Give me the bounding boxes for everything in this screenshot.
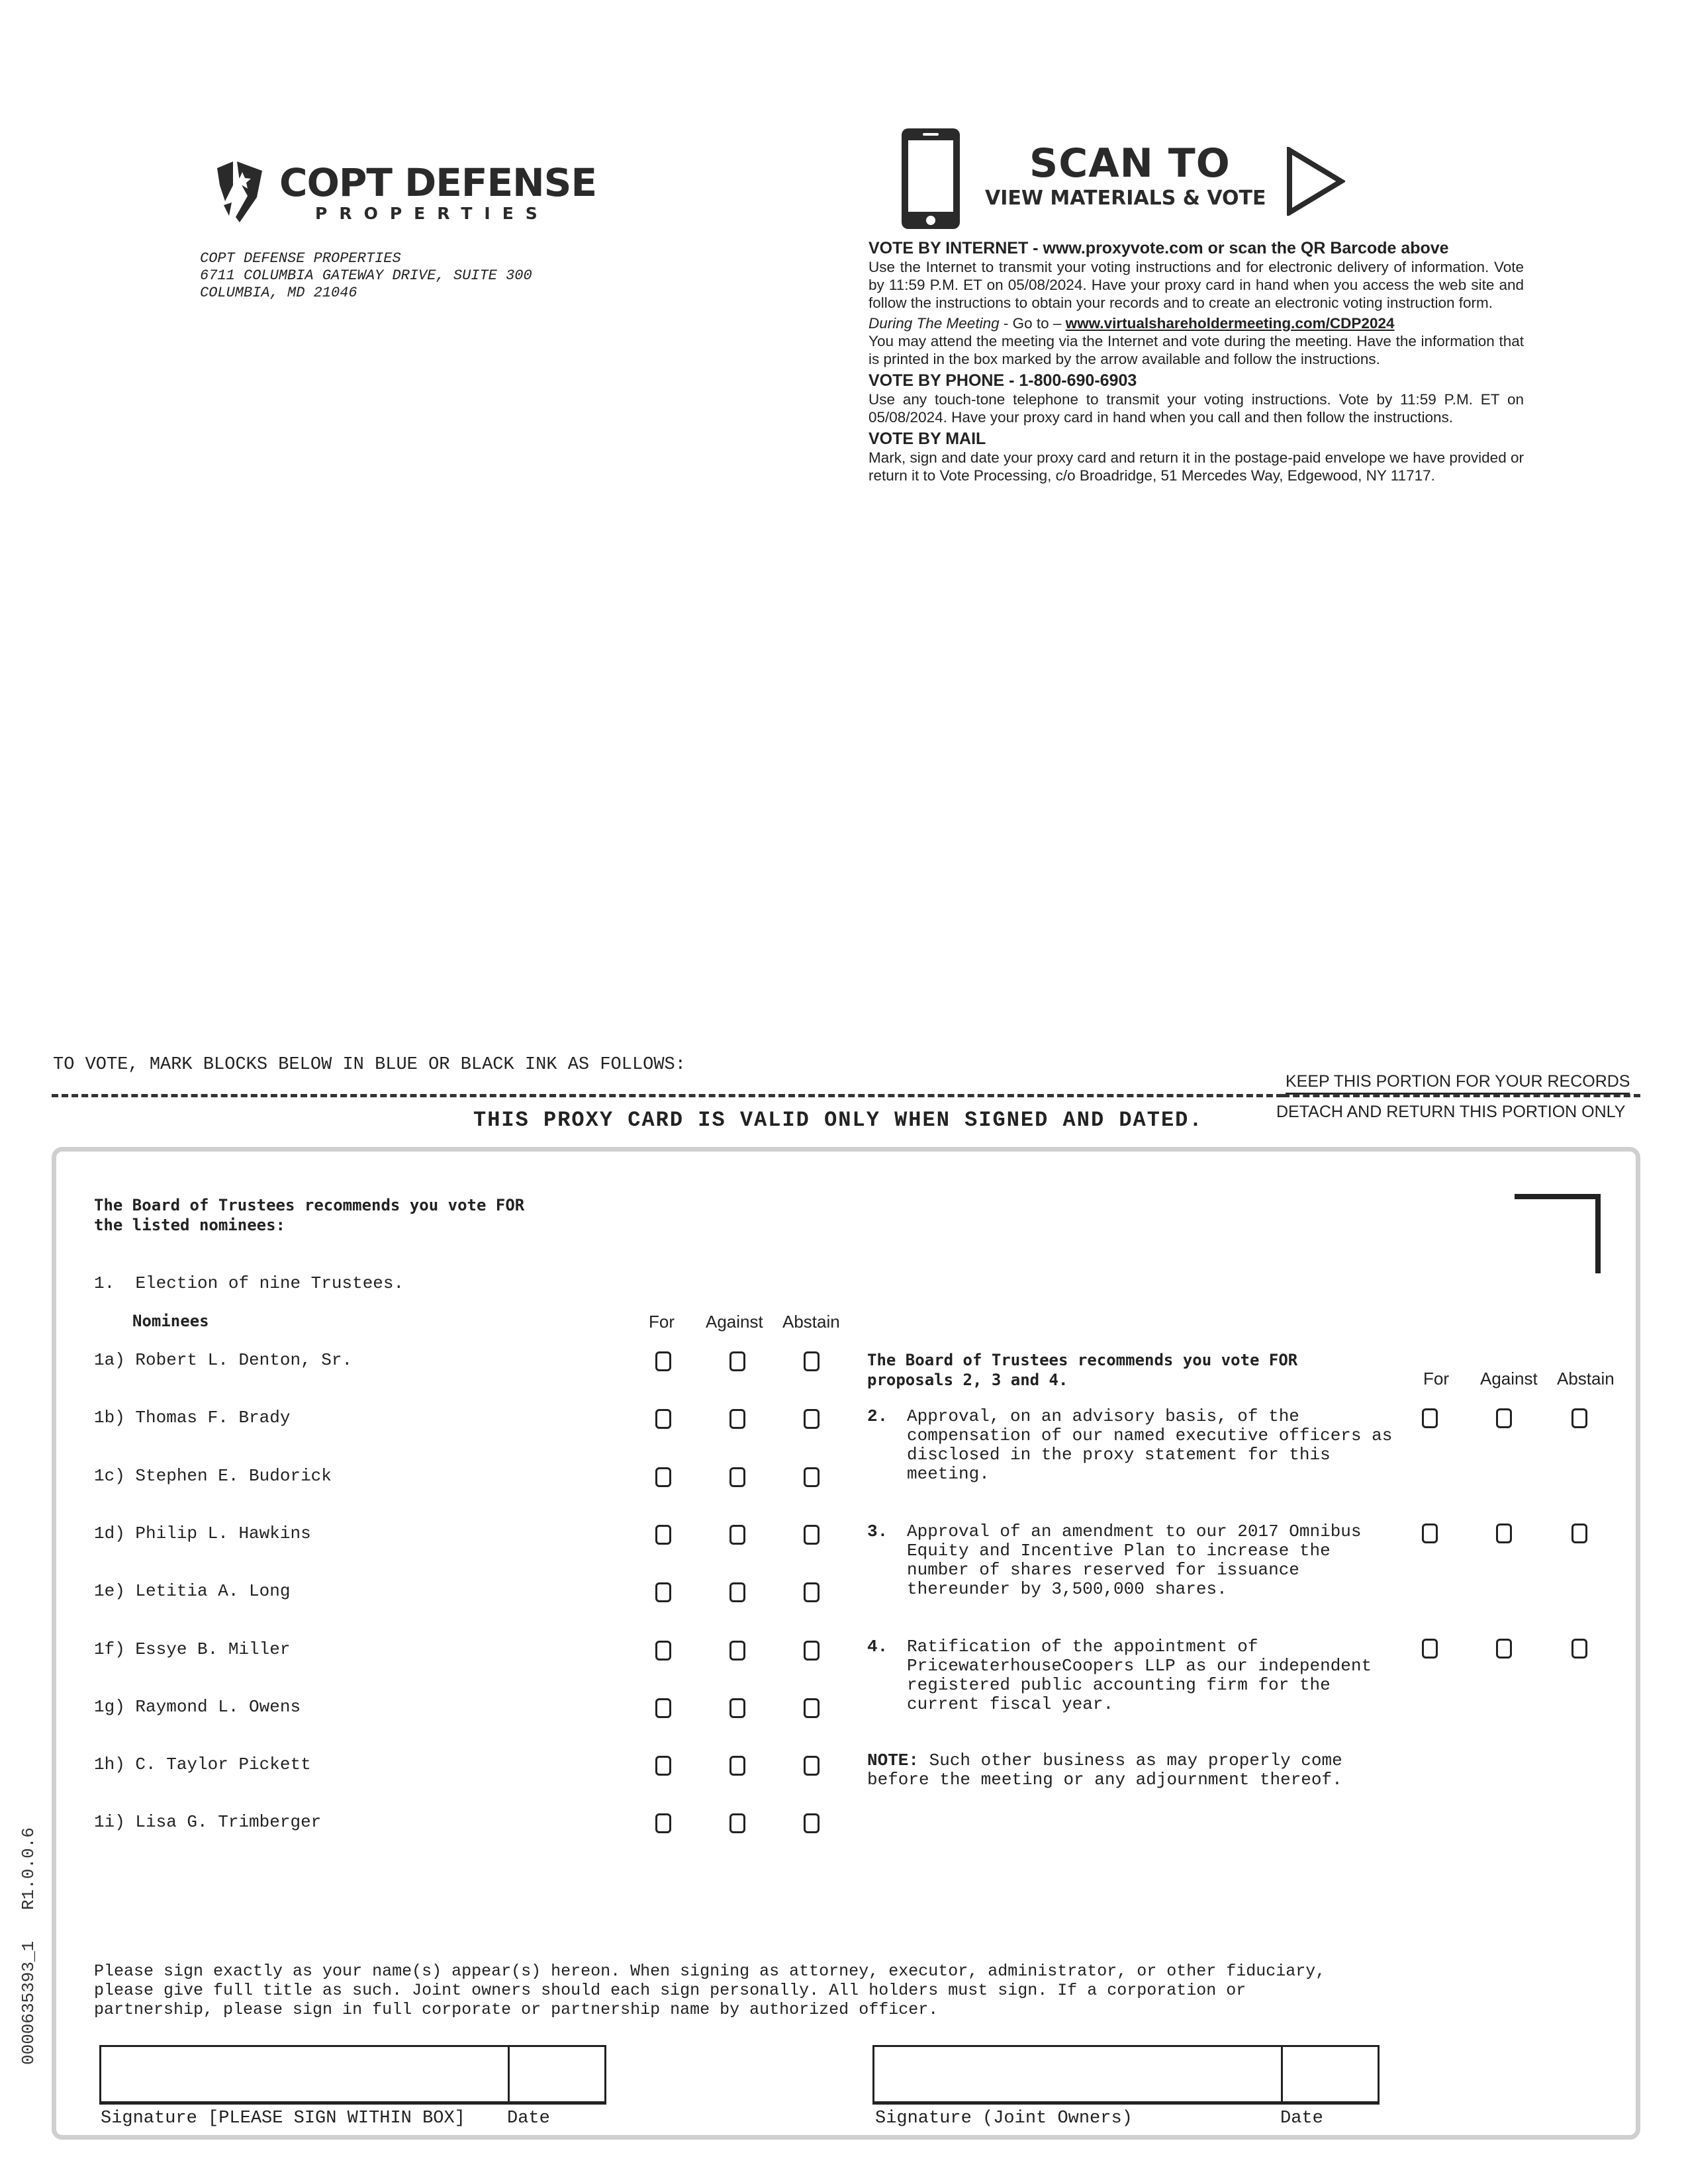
col-header-abstain: Abstain — [782, 1312, 840, 1332]
checkbox-against[interactable] — [729, 1409, 745, 1429]
checkbox-for[interactable] — [655, 1698, 671, 1718]
nominee-name: Robert L. Denton, Sr. — [135, 1350, 353, 1370]
detach-line — [1283, 1094, 1640, 1097]
checkbox-abstain[interactable] — [804, 1641, 820, 1661]
nominees-recommendation — [94, 1195, 524, 1235]
proposal-number: 2. — [867, 1406, 888, 1426]
checkbox-abstain[interactable] — [804, 1756, 820, 1776]
note — [867, 1751, 1342, 1790]
proposal-number: 4. — [867, 1637, 888, 1657]
nominee-id: 1b) — [94, 1408, 125, 1428]
meeting-lead: During The Meeting — [868, 315, 1000, 332]
phone-text: Use any touch-tone telephone to transmit your voting instructions. Vote by 11:59 P.M. ET on 05/08/2024. Have your proxy card in hand when you call and then follow the instructions. — [868, 391, 1524, 426]
checkbox-against[interactable] — [729, 1698, 745, 1718]
checkbox-for[interactable] — [1422, 1524, 1438, 1543]
detach-portion-label: DETACH AND RETURN THIS PORTION ONLY — [1276, 1103, 1626, 1121]
proposal-number: 3. — [867, 1522, 888, 1541]
nominee-row — [94, 1466, 332, 1486]
checkbox-for[interactable] — [655, 1525, 671, 1545]
col-header-for: For — [649, 1312, 675, 1332]
joint-signature-box[interactable] — [872, 2045, 1380, 2105]
col-header-for: For — [1423, 1369, 1449, 1388]
checkbox-against[interactable] — [1496, 1524, 1512, 1543]
corner-registration-mark — [1515, 1194, 1601, 1273]
checkbox-against[interactable] — [729, 1641, 745, 1661]
date-divider — [1281, 2047, 1283, 2101]
validity-notice: THIS PROXY CARD IS VALID ONLY WHEN SIGNED AND DATED. — [473, 1108, 1203, 1132]
joint-signature-label: Signature (Joint Owners) — [875, 2109, 1133, 2128]
signing-instructions: Please sign exactly as your name(s) appear(s) hereon. When signing as attorney, executor, administrator, or other fiduciary, please give full title as such. Joint owners should each sign personally. All holders must sign. If a corporation or partnership, please sign in full corporate or partnership name by authorized officer. — [94, 1962, 1326, 2019]
checkbox-against[interactable] — [1496, 1639, 1512, 1659]
note-text: Such other business as may properly come before the meeting or any adjournment thereof. — [867, 1751, 1342, 1790]
proposals-recommendation — [867, 1350, 1297, 1390]
mark-instructions: TO VOTE, MARK BLOCKS BELOW IN BLUE OR BLACK INK AS FOLLOWS: — [53, 1055, 686, 1075]
nominee-name: Letitia A. Long — [135, 1581, 291, 1601]
checkbox-against[interactable] — [729, 1756, 745, 1776]
nominee-row — [94, 1581, 290, 1601]
detach-line — [52, 1094, 1283, 1097]
checkbox-abstain[interactable] — [804, 1467, 820, 1487]
col-header-against: Against — [706, 1312, 763, 1332]
nominee-id: 1e) — [94, 1581, 125, 1601]
signature-box[interactable] — [99, 2045, 606, 2105]
logo-subtext: PROPERTIES — [315, 204, 549, 223]
nominee-row — [94, 1350, 352, 1370]
logo-emblem-icon — [213, 159, 266, 225]
checkbox-for[interactable] — [655, 1582, 671, 1602]
checkbox-abstain[interactable] — [804, 1813, 820, 1833]
proposal-text: Ratification of the appointment of PricewaterhouseCoopers LLP as our independent registered public accounting firm for the current fiscal year. — [907, 1637, 1372, 1714]
checkbox-abstain[interactable] — [1571, 1408, 1587, 1428]
address-line: COPT DEFENSE PROPERTIES — [200, 250, 401, 267]
proposal-text: Approval of an amendment to our 2017 Omnibus Equity and Incentive Plan to increase the number of shares reserved for issuance thereunder by 3,500,000 shares. — [907, 1522, 1362, 1599]
checkbox-for[interactable] — [655, 1351, 671, 1371]
mailing-address — [200, 250, 532, 302]
nominee-row — [94, 1639, 290, 1659]
mail-heading: VOTE BY MAIL — [868, 430, 986, 448]
recommendation-line: The Board of Trustees recommends you vote FOR — [867, 1351, 1298, 1369]
nominees-header: Nominees — [132, 1312, 209, 1330]
checkbox-abstain[interactable] — [804, 1698, 820, 1718]
control-code: 0000635393_1 R1.0.0.6 — [19, 1827, 38, 2065]
scan-to-subtitle: VIEW MATERIALS & VOTE — [985, 187, 1266, 210]
meeting-goto: - Go to – — [999, 315, 1066, 332]
checkbox-abstain[interactable] — [804, 1525, 820, 1545]
col-header-abstain: Abstain — [1557, 1369, 1615, 1388]
recommendation-line: The Board of Trustees recommends you vote FOR — [94, 1196, 525, 1214]
checkbox-against[interactable] — [729, 1582, 745, 1602]
checkbox-against[interactable] — [729, 1525, 745, 1545]
checkbox-for[interactable] — [655, 1813, 671, 1833]
logo-wordmark: COPT DEFENSE — [279, 160, 597, 205]
nominee-id: 1g) — [94, 1697, 125, 1717]
recommendation-line: proposals 2, 3 and 4. — [867, 1371, 1068, 1389]
nominee-name: Stephen E. Budorick — [135, 1466, 332, 1486]
nominee-id: 1h) — [94, 1754, 125, 1774]
meeting-url-link[interactable]: www.virtualshareholdermeeting.com/CDP2024 — [1065, 315, 1395, 332]
checkbox-against[interactable] — [729, 1813, 745, 1833]
nominee-name: Philip L. Hawkins — [135, 1524, 311, 1543]
checkbox-against[interactable] — [729, 1467, 745, 1487]
checkbox-for[interactable] — [655, 1467, 671, 1487]
item-number: 1. — [94, 1273, 115, 1293]
checkbox-against[interactable] — [1496, 1408, 1512, 1428]
nominee-id: 1f) — [94, 1639, 125, 1659]
meeting-text: You may attend the meeting via the Internet and vote during the meeting. Have the information that is printed in the box marked by the arrow available and follow the instructions. — [868, 333, 1524, 367]
recommendation-line: the listed nominees: — [94, 1216, 285, 1234]
checkbox-for[interactable] — [1422, 1639, 1438, 1659]
internet-heading: VOTE BY INTERNET - www.proxyvote.com or scan the QR Barcode above — [868, 239, 1449, 257]
date-label: Date — [1280, 2109, 1323, 2128]
checkbox-abstain[interactable] — [804, 1582, 820, 1602]
voting-instructions — [868, 238, 1524, 484]
col-header-against: Against — [1480, 1369, 1538, 1388]
scan-to-title: SCAN TO — [1029, 140, 1231, 187]
nominee-id: 1c) — [94, 1466, 125, 1486]
nominee-row — [94, 1697, 301, 1717]
signature-label: Signature [PLEASE SIGN WITHIN BOX] — [101, 2109, 465, 2128]
item-text: Election of nine Trustees. — [135, 1273, 404, 1293]
nominee-name: Lisa G. Trimberger — [135, 1812, 322, 1832]
nominee-name: Thomas F. Brady — [135, 1408, 291, 1428]
nominee-row — [94, 1812, 321, 1832]
checkbox-for[interactable] — [655, 1756, 671, 1776]
item-1-title — [94, 1273, 404, 1293]
nominee-id: 1i) — [94, 1812, 125, 1832]
nominee-row — [94, 1524, 311, 1543]
address-line: COLUMBIA, MD 21046 — [200, 285, 357, 301]
checkbox-for[interactable] — [655, 1409, 671, 1429]
smartphone-icon — [899, 126, 962, 232]
nominee-id: 1a) — [94, 1350, 125, 1370]
nominee-row — [94, 1408, 290, 1428]
mail-text: Mark, sign and date your proxy card and return it in the postage-paid envelope we have provided or return it to Vote Processing, c/o Broadridge, 51 Mercedes Way, Edgewood, NY 11717. — [868, 449, 1524, 484]
checkbox-abstain[interactable] — [1571, 1639, 1587, 1659]
checkbox-for[interactable] — [1422, 1408, 1438, 1428]
address-line: 6711 COLUMBIA GATEWAY DRIVE, SUITE 300 — [200, 267, 532, 284]
nominee-name: Essye B. Miller — [135, 1639, 291, 1659]
play-arrow-icon — [1286, 147, 1345, 216]
company-logo — [213, 159, 610, 232]
checkbox-abstain[interactable] — [1571, 1524, 1587, 1543]
nominee-name: Raymond L. Owens — [135, 1697, 301, 1717]
date-label: Date — [507, 2109, 550, 2128]
nominee-id: 1d) — [94, 1524, 125, 1543]
nominee-row — [94, 1754, 311, 1774]
checkbox-abstain[interactable] — [804, 1409, 820, 1429]
proposal-text: Approval, on an advisory basis, of the compensation of our named executive officers as disclosed in the proxy statement for this meeting. — [907, 1406, 1393, 1484]
note-label: NOTE: — [867, 1751, 919, 1770]
meeting-line — [868, 314, 1524, 332]
checkbox-against[interactable] — [729, 1351, 745, 1371]
checkbox-abstain[interactable] — [804, 1351, 820, 1371]
internet-text: Use the Internet to transmit your voting instructions and for electronic delivery of information. Vote by 11:59 P.M. ET on 05/08/2024. Have your proxy card in hand when you access the web site and follow the instructions to obtain your records and to create an electronic voting instruction form. — [868, 259, 1524, 311]
phone-heading: VOTE BY PHONE - 1-800-690-6903 — [868, 371, 1137, 390]
nominee-name: C. Taylor Pickett — [135, 1754, 311, 1774]
checkbox-for[interactable] — [655, 1641, 671, 1661]
date-divider — [508, 2047, 510, 2101]
keep-portion-label: KEEP THIS PORTION FOR YOUR RECORDS — [1286, 1072, 1630, 1095]
